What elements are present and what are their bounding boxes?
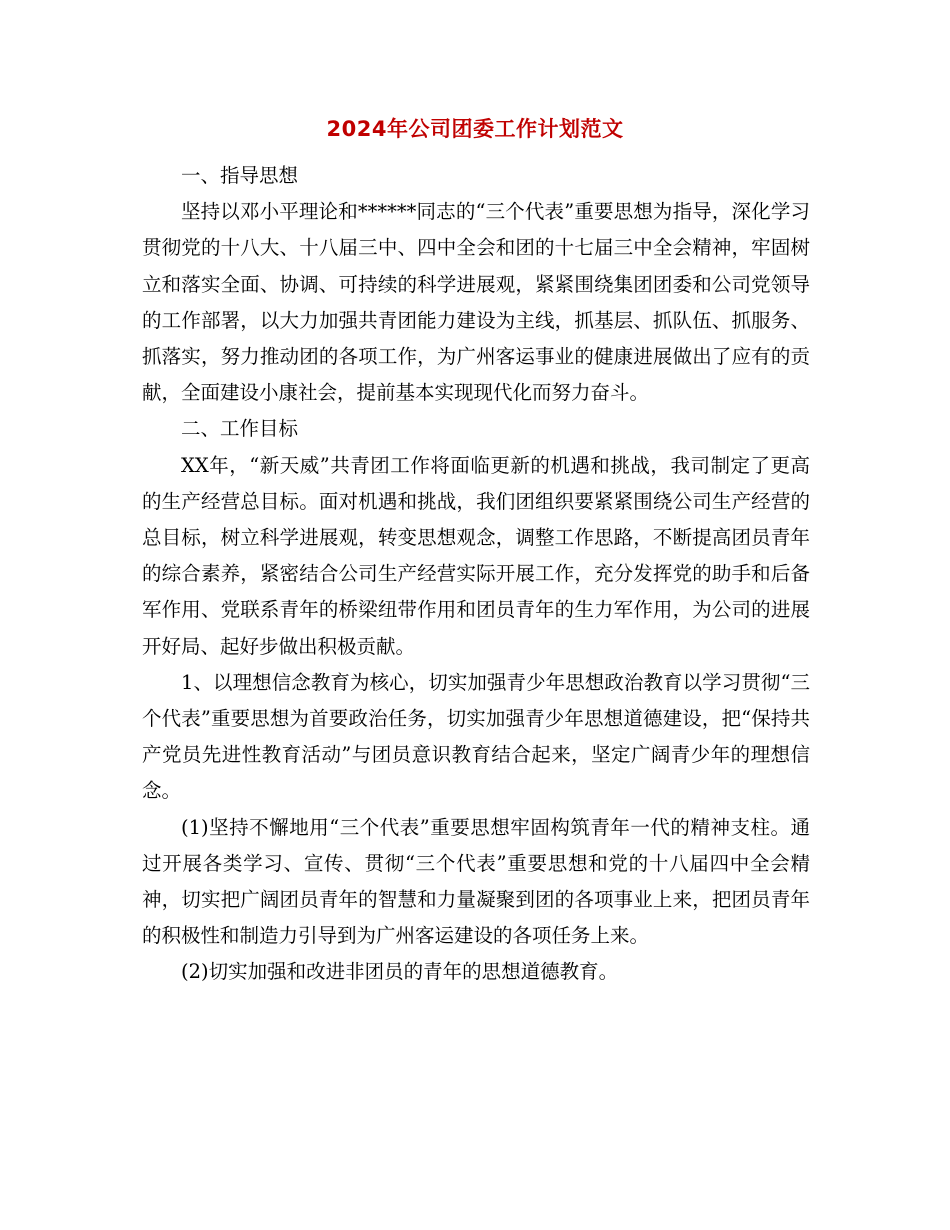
body-paragraph: 1、以理想信念教育为核心，切实加强青少年思想政治教育以学习贯彻“三个代表”重要思想为首要政治任务，切实加强青少年思想道德建设，把“保持共产党员先进性教育活动”与团员意识教育结合起来，坚定广阔青少年的理想信念。 [142, 670, 810, 803]
section-heading-work-goals: 二、工作目标 [181, 417, 299, 441]
document-body [142, 158, 810, 991]
body-paragraph: (2)切实加强和改进非团员的青年的思想道德教育。 [181, 960, 619, 984]
body-paragraph: XX年，“新天威”共青团工作将面临更新的机遇和挑战，我司制定了更高的生产经营总目标。面对机遇和挑战，我们团组织要紧紧围绕公司生产经营的总目标，树立科学进展观，转变思想观念，调整工作思路，不断提高团员青年的综合素养，紧密结合公司生产经营实际开展工作，充分发挥党的助手和后备军作用、党联系青年的桥梁纽带作用和团员青年的生力军作用，为公司的进展开好局、起好步做出积极贡献。 [142, 453, 810, 658]
body-paragraph: 坚持以邓小平理论和******同志的“三个代表”重要思想为指导，深化学习贯彻党的十八大、十八届三中、四中全会和团的十七届三中全会精神，牢固树立和落实全面、协调、可持续的科学进展观，紧紧围绕集团团委和公司党领导的工作部署，以大力加强共青团能力建设为主线，抓基层、抓队伍、抓服务、抓落实，努力推动团的各项工作，为广州客运事业的健康进展做出了应有的贡献，全面建设小康社会，提前基本实现现代化而努力奋斗。 [142, 200, 810, 405]
document-title: 2024年公司团委工作计划范文 [326, 117, 624, 141]
body-paragraph: (1)坚持不懈地用“三个代表”重要思想牢固构筑青年一代的精神支柱。通过开展各类学习、宣传、贯彻“三个代表”重要思想和党的十八届四中全会精神，切实把广阔团员青年的智慧和力量凝聚到团的各项事业上来，把团员青年的积极性和制造力引导到为广州客运建设的各项任务上来。 [142, 815, 810, 948]
section-heading-guiding-ideology: 一、指导思想 [181, 164, 299, 187]
